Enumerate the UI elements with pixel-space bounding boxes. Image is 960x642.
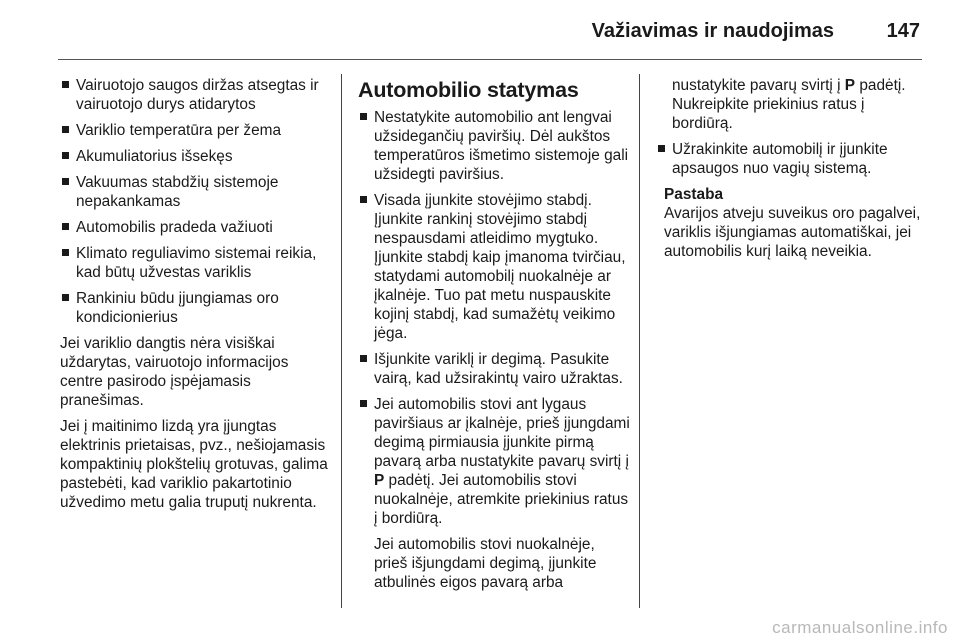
list-item: Jei automobilis stovi ant lygaus paviršiaus ar įkalnėje, prieš įjungdami degimą pirmiausia įjunkite pirmą pavarą arba nustatykite pavarų svirtį į P padėtį. Jei automobilis stovi nuokalnėje, atremkite priekinius ratus į bordiūrą.: [358, 395, 630, 528]
list-item: Vairuotojo saugos diržas atsegtas ir vairuotojo durys atidarytos: [60, 76, 332, 114]
page-header: [58, 14, 920, 60]
list-item: Rankiniu būdu įjungiamas oro kondicionierius: [60, 289, 332, 327]
bullet-icon: [360, 355, 367, 362]
parking-list: [358, 108, 630, 528]
list-item: Klimato reguliavimo sistemai reikia, kad būtų užvestas variklis: [60, 244, 332, 282]
bullet-icon: [360, 400, 367, 407]
section-heading: Automobilio statymas: [358, 78, 579, 102]
list-item: Automobilis pradeda važiuoti: [60, 218, 332, 237]
note-body: Avarijos atveju suveikus oro pagalvei, variklis išjungiamas automatiškai, jei automobilis kurį laiką neveikia.: [664, 205, 921, 260]
gear-position-p: P: [844, 77, 856, 94]
bullet-icon: [62, 223, 69, 230]
column-3: [656, 76, 926, 261]
security-list: [656, 140, 926, 178]
paragraph: Jei į maitinimo lizdą yra įjungtas elektrinis prietaisas, pvz., nešiojamasis kompaktinių plokštelių grotuvas, galima pastebėti, kad variklio pakartotinio užvedimo metu galia truputį nukrenta.: [60, 418, 328, 511]
list-item: Nestatykite automobilio ant lengvai užsidegančių paviršių. Dėl aukštos temperatūros išmetimo sistemoje gali užsidegti paviršius.: [358, 108, 630, 184]
watermark: carmanualsonline.info: [772, 618, 948, 637]
list-item: Užrakinkite automobilį ir įjunkite apsaugos nuo vagių sistemą.: [656, 140, 926, 178]
paragraph: Jei variklio dangtis nėra visiškai uždarytas, vairuotojo informacijos centre pasirodo įspėjamasis pranešimas.: [60, 335, 289, 409]
bullet-icon: [360, 196, 367, 203]
header-divider: [58, 59, 922, 60]
bullet-icon: [62, 249, 69, 256]
gear-position-p: P: [374, 472, 385, 489]
column-divider-1: [341, 74, 342, 608]
list-item: Išjunkite variklį ir degimą. Pasukite vairą, kad užsirakintų vairo užraktas.: [358, 350, 630, 388]
bullet-icon: [62, 178, 69, 185]
list-item: Akumuliatorius išsekęs: [60, 147, 332, 166]
bullet-icon: [658, 145, 665, 152]
column-2: [358, 78, 630, 599]
note-title: Pastaba: [664, 186, 724, 203]
list-item: Vakuumas stabdžių sistemoje nepakankamas: [60, 173, 332, 211]
bullet-icon: [62, 126, 69, 133]
bullet-icon: [62, 294, 69, 301]
bullet-icon: [360, 113, 367, 120]
bullet-icon: [62, 81, 69, 88]
column-1: [60, 76, 332, 519]
section-title: Važiavimas ir naudojimas: [591, 20, 834, 42]
paragraph: nustatykite pavarų svirtį į P padėtį. Nukreipkite priekinius ratus į bordiūrą.: [672, 77, 906, 132]
page-number: 147: [886, 20, 920, 42]
column-divider-2: [639, 74, 640, 608]
paragraph: Jei automobilis stovi nuokalnėje, prieš išjungdami degimą, įjunkite atbulinės eigos pavarą arba: [374, 536, 597, 591]
bullet-icon: [62, 152, 69, 159]
condition-list: [60, 76, 332, 327]
list-item: Visada įjunkite stovėjimo stabdį. Įjunkite rankinį stovėjimo stabdį nespausdami atleidimo mygtuko. Įjunkite stabdį kaip įmanoma tvirčiau, statydami automobilį nuokalnėje ar įkalnėje. Tuo pat metu nuspauskite kojinį stabdį, kad sumažėtų veikimo jėga.: [358, 191, 630, 343]
list-item: Variklio temperatūra per žema: [60, 121, 332, 140]
